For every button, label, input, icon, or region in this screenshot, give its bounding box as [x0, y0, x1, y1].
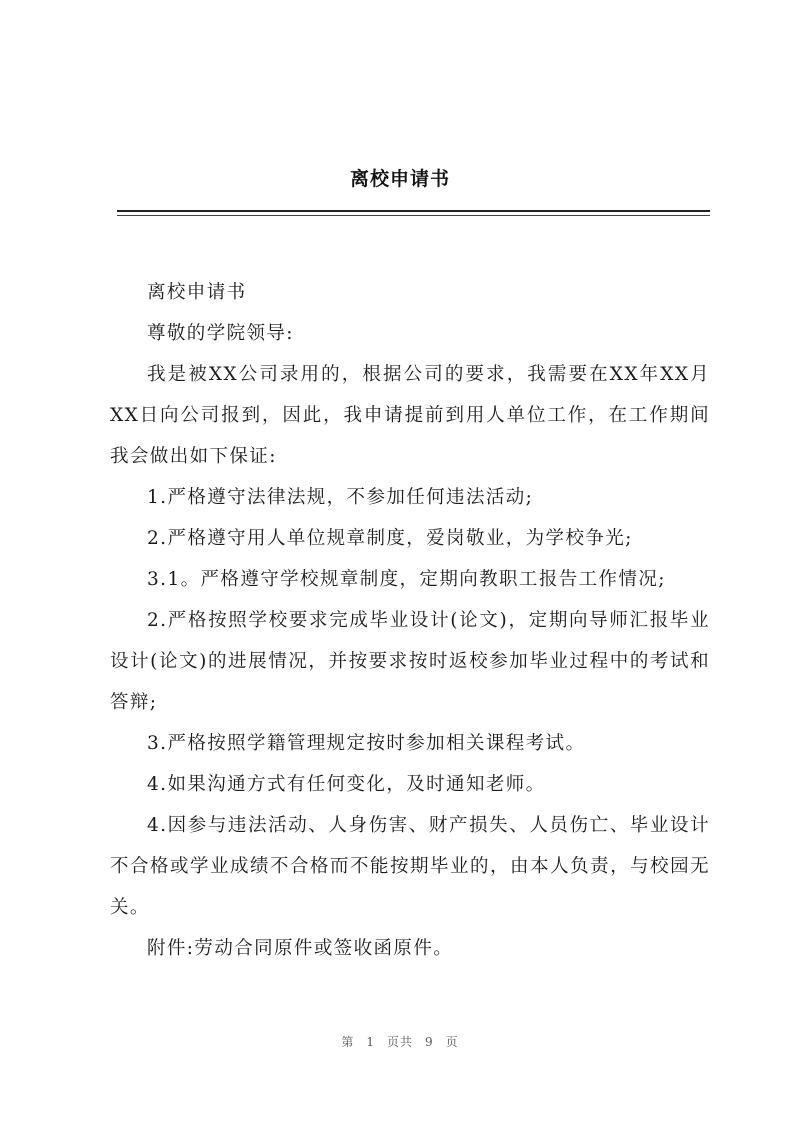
paragraph-item: 1.严格遵守法律法规，不参加任何违法活动; — [147, 487, 534, 508]
paragraph-attachment: 附件:劳动合同原件或签收函原件。 — [147, 938, 454, 959]
footer-suffix: 页 — [445, 1035, 459, 1049]
document-body — [110, 272, 710, 969]
paragraph-item: 3.1。严格遵守学校规章制度，定期向教职工报告工作情况; — [147, 569, 666, 590]
paragraph-item: 3.严格按照学籍管理规定按时参加相关课程考试。 — [147, 733, 586, 754]
paragraph-item: 4.如果沟通方式有任何变化，及时通知老师。 — [147, 774, 546, 795]
paragraph-item: 2.严格遵守用人单位规章制度，爱岗敬业，为学校争光; — [147, 528, 633, 549]
title-divider-thin — [117, 215, 710, 216]
page-footer — [0, 1033, 800, 1050]
title-divider — [117, 210, 710, 212]
footer-middle: 页共 — [386, 1035, 413, 1049]
paragraph-item: 2.严格按照学校要求完成毕业设计(论文)，定期向导师汇报毕业设计(论文)的进展情况，并按要求按时返校参加毕业过程中的考试和答辩; — [110, 610, 710, 713]
paragraph-intro: 我是被XX公司录用的，根据公司的要求，我需要在XX年XX月XX日向公司报到，因此，我申请提前到用人单位工作，在工作期间我会做出如下保证: — [110, 364, 710, 467]
paragraph-item: 4.因参与违法活动、人身伤害、财产损失、人员伤亡、毕业设计不合格或学业成绩不合格而不能按期毕业的，由本人负责，与校园无关。 — [110, 815, 710, 918]
footer-total-pages: 9 — [425, 1035, 434, 1049]
page-title: 离校申请书 — [349, 168, 450, 190]
paragraph-salutation: 尊敬的学院领导: — [147, 323, 294, 344]
paragraph-heading: 离校申请书 — [147, 282, 247, 303]
footer-page-number: 1 — [366, 1035, 375, 1049]
footer-prefix: 第 — [341, 1035, 355, 1049]
